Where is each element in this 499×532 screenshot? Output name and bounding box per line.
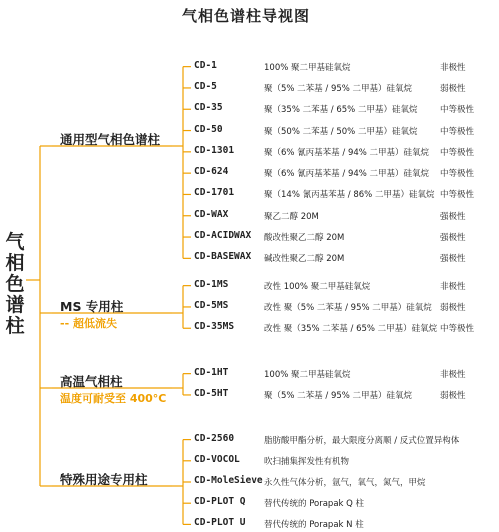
column-polarity: 中等极性 <box>440 147 475 158</box>
column-description: 聚（50% 二苯基 / 50% 二甲基）硅氧烷 <box>264 126 418 137</box>
column-code: CD-PLOT U <box>194 517 246 529</box>
root-label-char: 气 <box>5 231 25 253</box>
column-code: CD-5 <box>194 80 217 92</box>
column-code: CD-5HT <box>194 387 229 399</box>
root-label-char: 相 <box>5 252 25 274</box>
column-description: 吹扫捕集挥发性有机物 <box>264 456 350 467</box>
column-polarity: 中等极性 <box>440 324 475 335</box>
column-polarity: 中等极性 <box>440 126 475 137</box>
category-subtitle: 温度可耐受至 400°C <box>60 392 167 405</box>
column-code: CD-5MS <box>194 299 229 311</box>
column-polarity: 中等极性 <box>440 105 475 116</box>
column-description: 酸改性聚乙二醇 20M <box>264 233 345 244</box>
column-description: 改性 聚（35% 二苯基 / 65% 二甲基）硅氧烷 <box>264 324 438 335</box>
column-description: 聚乙二醇 20M <box>264 211 319 222</box>
column-description: 聚（6% 氰丙基苯基 / 94% 二甲基）硅氧烷 <box>264 147 430 158</box>
column-code: CD-PLOT Q <box>194 496 246 508</box>
column-description: 聚（14% 氰丙基苯基 / 86% 二甲基）硅氧烷 <box>264 190 435 201</box>
column-polarity: 非极性 <box>440 369 466 380</box>
category-label: 特殊用途专用柱 <box>60 472 148 487</box>
column-description: 改性 聚（5% 二苯基 / 95% 二甲基）硅氧烷 <box>264 302 432 313</box>
column-description: 聚（5% 二苯基 / 95% 二甲基）硅氧烷 <box>264 390 413 401</box>
column-polarity: 强极性 <box>440 233 466 244</box>
category-subtitle: -- 超低流失 <box>60 317 117 330</box>
column-description: 永久性气体分析，氩气，氧气，氮气，甲烷 <box>264 478 426 488</box>
column-code: CD-VOCOL <box>194 453 240 465</box>
column-code: CD-624 <box>194 166 229 178</box>
column-code: CD-35MS <box>194 321 235 333</box>
column-code: CD-1701 <box>194 187 235 199</box>
column-code: CD-BASEWAX <box>194 251 252 263</box>
column-polarity: 强极性 <box>440 254 466 265</box>
column-polarity: 弱极性 <box>440 302 466 313</box>
column-description: 100% 聚二甲基硅氧烷 <box>264 62 351 73</box>
column-description: 聚（6% 氰丙基苯基 / 94% 二甲基）硅氧烷 <box>264 169 430 180</box>
category-label: 通用型气相色谱柱 <box>60 132 161 147</box>
column-code: CD-MoleSieve <box>194 475 263 486</box>
column-polarity: 非极性 <box>440 281 466 292</box>
column-description: 改性 100% 聚二甲基硅氧烷 <box>264 281 371 292</box>
column-description: 替代传统的 Porapak N 柱 <box>264 520 364 531</box>
column-code: CD-1 <box>194 59 217 71</box>
column-code: CD-35 <box>194 102 223 114</box>
column-description: 脂肪酸甲酯分析，最大限度分离顺 / 反式位置异构体 <box>264 435 460 446</box>
page-title: 气相色谱柱导视图 <box>182 7 311 25</box>
column-description: 100% 聚二甲基硅氧烷 <box>264 369 351 380</box>
root-label-char: 柱 <box>5 315 25 337</box>
column-description: 替代传统的 Porapak Q 柱 <box>264 499 365 510</box>
column-code: CD-50 <box>194 123 223 135</box>
column-code: CD-1MS <box>194 278 229 290</box>
column-description: 聚（5% 二苯基 / 95% 二甲基）硅氧烷 <box>264 83 413 94</box>
category-label: 高温气相柱 <box>60 374 123 389</box>
column-polarity: 弱极性 <box>440 390 466 401</box>
column-code: CD-ACIDWAX <box>194 230 252 242</box>
category-label: MS 专用柱 <box>60 299 124 314</box>
root-label-char: 色 <box>5 273 25 295</box>
column-polarity: 非极性 <box>440 62 466 73</box>
column-description: 聚（35% 二苯基 / 65% 二甲基）硅氧烷 <box>264 105 418 116</box>
column-polarity: 中等极性 <box>440 190 475 201</box>
column-description: 碱改性聚乙二醇 20M <box>264 254 345 265</box>
column-polarity: 强极性 <box>440 211 466 222</box>
column-code: CD-1301 <box>194 144 235 156</box>
root-label-char: 谱 <box>5 294 25 316</box>
column-polarity: 中等极性 <box>440 169 475 180</box>
column-code: CD-WAX <box>194 208 229 220</box>
column-polarity: 弱极性 <box>440 83 466 94</box>
column-code: CD-1HT <box>194 366 229 378</box>
column-code: CD-2560 <box>194 432 235 444</box>
